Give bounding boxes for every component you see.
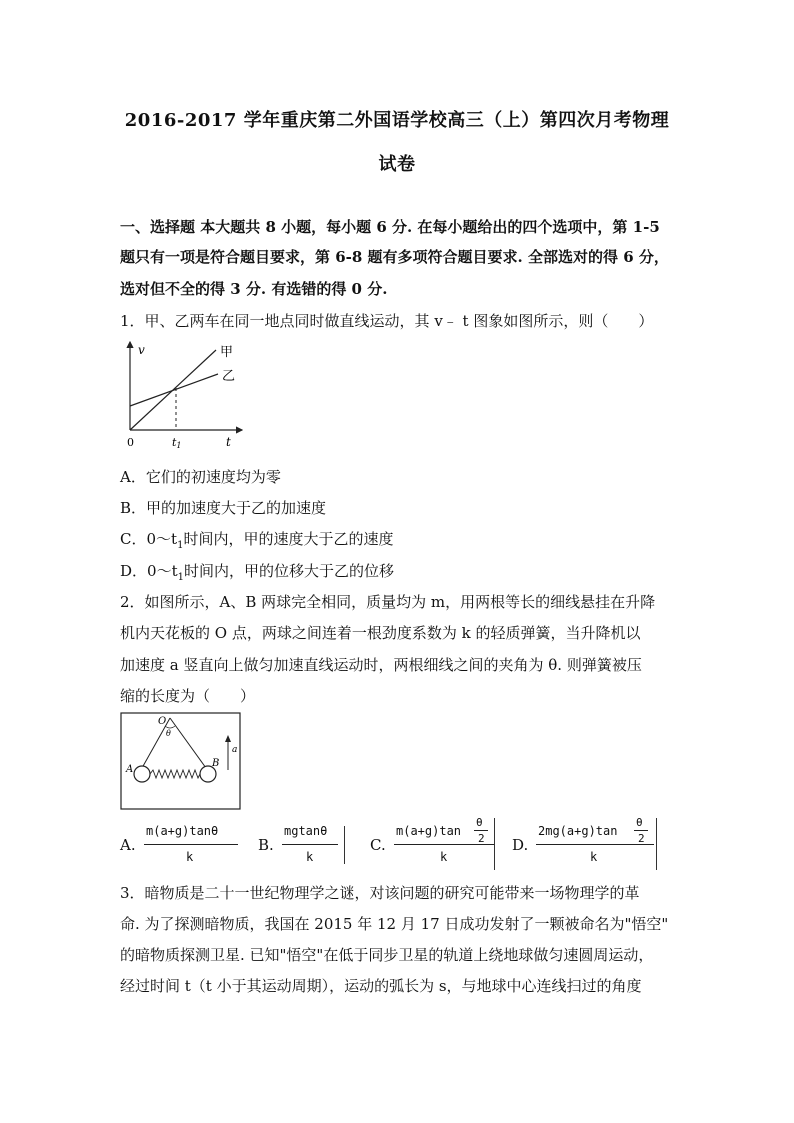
q1-option-c[interactable] xyxy=(120,528,393,551)
q2-elevator-box xyxy=(121,713,240,809)
q2-acceleration-arrowhead xyxy=(225,735,231,742)
q2-option-d[interactable] xyxy=(512,818,672,874)
q2-option-c-divider xyxy=(494,818,495,870)
q2-option-d-label: D. xyxy=(512,836,529,854)
q2-theta-arc xyxy=(165,726,175,728)
q1-option-a[interactable]: A．它们的初速度均为零 xyxy=(120,468,281,486)
q2-option-c-two: 2 xyxy=(478,832,485,845)
q2-stem-line2: 机内天花板的 O 点，两球之间连着一根劲度系数为 k 的轻质弹簧，当升降机以 xyxy=(120,624,641,642)
q2-option-b-numerator: mgtanθ xyxy=(284,824,328,838)
q2-label-accel: a xyxy=(232,745,238,755)
q2-options-row xyxy=(120,818,680,874)
q1-option-c-prefix: C．0～t xyxy=(120,530,178,548)
q2-label-b: B xyxy=(212,758,220,769)
q1-option-d-sub: 1 xyxy=(177,572,184,583)
q2-option-c-label: C. xyxy=(370,836,386,854)
q1-option-b[interactable]: B．甲的加速度大于乙的加速度 xyxy=(120,499,327,517)
q2-label-a: A xyxy=(126,764,134,775)
q2-option-a-numerator: m(a+g)tanθ xyxy=(146,824,219,838)
q2-option-c-half-bar xyxy=(474,830,488,831)
q2-string-right xyxy=(170,718,206,768)
q2-option-c[interactable] xyxy=(370,818,500,874)
q2-option-b-fraction-bar xyxy=(282,844,338,845)
q2-label-theta: θ xyxy=(166,729,171,738)
q2-option-c-theta: θ xyxy=(476,816,483,829)
q1-option-d[interactable] xyxy=(120,560,394,583)
q3-stem-line2: 命. 为了探测暗物质，我国在 2015 年 12 月 17 日成功发射了一颗被命名为"悟空" xyxy=(120,915,669,933)
q1-option-d-text: 时间内，甲的位移大于乙的位移 xyxy=(183,562,394,580)
q2-option-c-fraction-bar xyxy=(394,844,494,845)
q1-option-c-text: 时间内，甲的速度大于乙的速度 xyxy=(183,530,394,548)
q2-option-c-numerator: m(a+g)tan xyxy=(396,824,462,838)
q2-option-a-denominator: k xyxy=(186,850,194,864)
q2-ball-a xyxy=(134,766,150,782)
section-heading-line2: 题只有一项是符合题目要求，第 6-8 题有多项符合题目要求. 全部选对的得 6 分， xyxy=(120,248,669,266)
q1-line-yi xyxy=(130,374,218,406)
section-heading-line1: 一、选择题 本大题共 8 小题，每小题 6 分. 在每小题给出的四个选项中，第 1-5 xyxy=(120,218,660,236)
q2-option-d-theta: θ xyxy=(636,816,643,829)
q1-stem: 1．甲、乙两车在同一地点同时做直线运动，其 v﹣ t 图象如图所示，则（ ） xyxy=(120,312,654,330)
q2-option-a[interactable] xyxy=(120,818,240,874)
q1-jia-label: 甲 xyxy=(220,345,234,360)
q1-yi-label: 乙 xyxy=(222,369,236,384)
q1-option-d-prefix: D．0～t xyxy=(120,562,178,580)
q1-t1-label: t1 xyxy=(172,436,182,450)
exam-title-line2: 试卷 xyxy=(378,154,416,175)
q2-option-d-denominator: k xyxy=(590,850,598,864)
q2-option-d-divider xyxy=(656,818,657,870)
q3-stem-line3: 的暗物质探测卫星. 已知"悟空"在低于同步卫星的轨道上绕地球做匀速圆周运动， xyxy=(120,946,654,964)
q2-option-c-denominator: k xyxy=(440,850,448,864)
q2-stem-line3: 加速度 a 竖直向上做匀加速直线运动时，两根细线之间的夹角为 θ. 则弹簧被压 xyxy=(120,656,642,674)
q2-option-b-label: B. xyxy=(258,836,274,854)
q2-option-d-half-bar xyxy=(634,830,648,831)
q1-option-c-sub: 1 xyxy=(177,540,184,551)
q3-stem-line4: 经过时间 t（t 小于其运动周期），运动的弧长为 s，与地球中心连线扫过的角度 xyxy=(120,977,642,995)
q2-spring xyxy=(150,770,200,778)
q1-t-label: t xyxy=(226,435,231,449)
q2-elevator-figure xyxy=(120,712,242,810)
q2-label-o: O xyxy=(158,716,167,727)
q2-option-b[interactable] xyxy=(258,818,358,874)
q2-option-d-fraction-bar xyxy=(536,844,654,845)
q2-stem-line4: 缩的长度为（ ） xyxy=(120,687,256,705)
q2-option-d-two: 2 xyxy=(638,832,645,845)
q2-option-a-label: A. xyxy=(120,836,136,854)
q1-origin-label: 0 xyxy=(127,436,134,449)
q2-option-b-denominator: k xyxy=(306,850,314,864)
q3-stem-line1: 3．暗物质是二十一世纪物理学之谜，对该问题的研究可能带来一场物理学的革 xyxy=(120,884,640,902)
q2-option-a-fraction-bar xyxy=(144,844,238,845)
q2-option-b-divider xyxy=(344,826,345,864)
section-heading-line3: 选对但不全的得 3 分. 有选错的得 0 分. xyxy=(120,280,388,298)
q2-stem-line1: 2．如图所示，A、B 两球完全相同，质量均为 m，用两根等长的细线悬挂在升降 xyxy=(120,593,656,611)
exam-title-line1: 2016-2017 学年重庆第二外国语学校高三（上）第四次月考物理 xyxy=(124,110,670,131)
q2-option-d-numerator: 2mg(a+g)tan xyxy=(538,824,618,838)
q1-v-label: v xyxy=(138,343,145,357)
q1-vt-graph xyxy=(118,336,248,454)
